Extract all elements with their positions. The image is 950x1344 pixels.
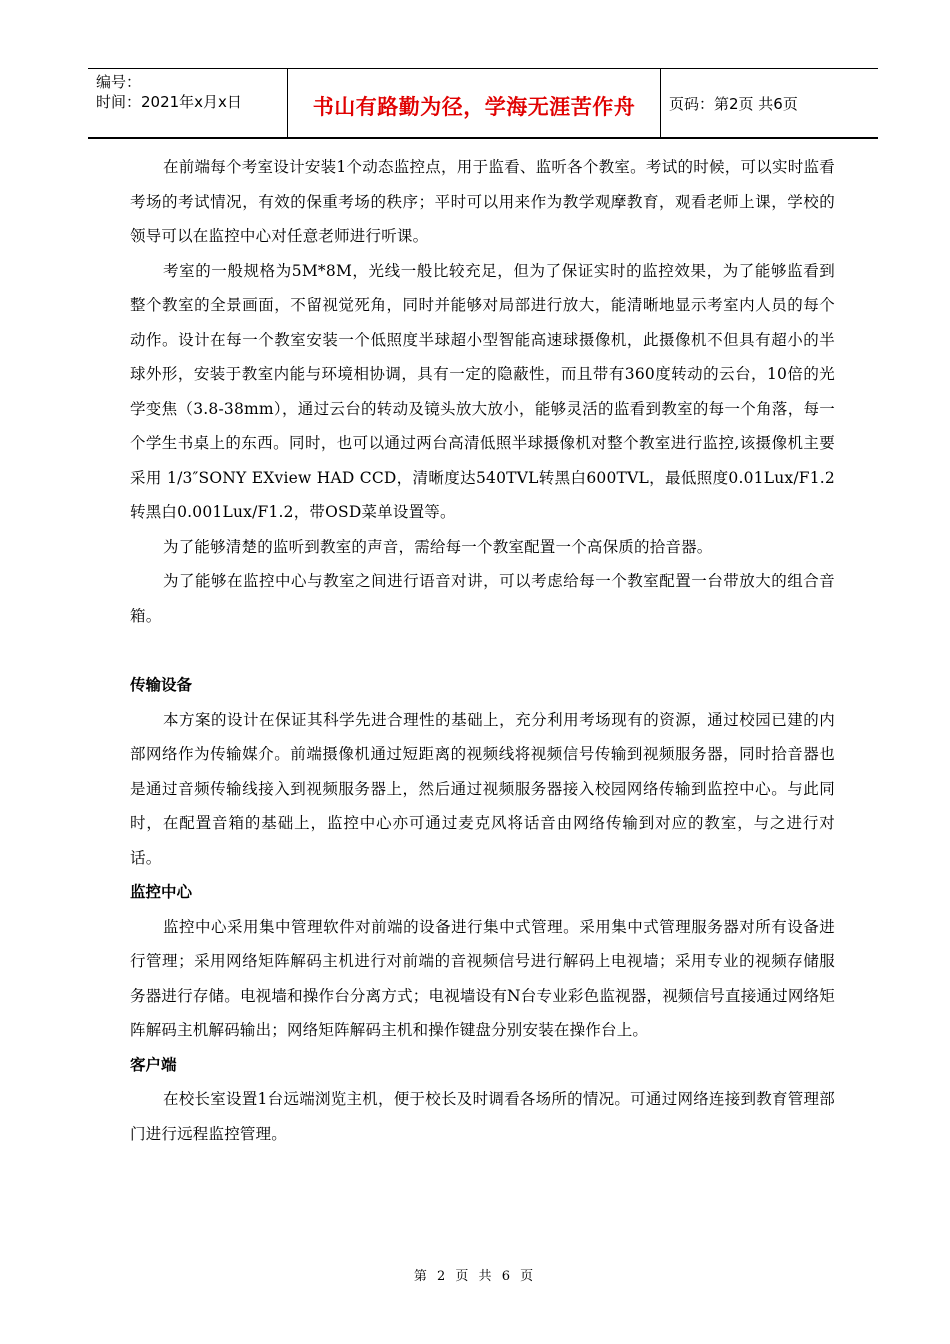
- motto-text: 书山有路勤为径，学海无涯苦作舟: [312, 95, 636, 119]
- header-meta-cell: [88, 69, 288, 137]
- heading-monitor-center: 监控中心: [130, 883, 193, 901]
- page-footer: 第 2 页 共 6 页: [413, 1269, 537, 1284]
- paragraph-transmission: 本方案的设计在保证其科学先进合理性的基础上，充分利用考场现有的资源，通过校园已建的内部网络作为传输媒介。前端摄像机通过短距离的视频线将视频信号传输到视频服务器，同时拾音器也是通过音频传输线接入到视频服务器上，然后通过视频服务器接入校园网络传输到监控中心。与此同时，在配置音箱的基础上，监控中心亦可通过麦克风将话音由网络传输到对应的教室，与之进行对话。: [130, 710, 835, 867]
- time-label: 时间：2021年x月x日: [96, 93, 242, 111]
- paragraph-monitor-points: 在前端每个考室设计安装1个动态监控点，用于监看、监听各个教室。考试的时候，可以实时监看考场的考试情况，有效的保重考场的秩序；平时可以用来作为教学观摩教育，观看老师上课，学校的领导可以在监控中心对任意老师进行听课。: [130, 158, 835, 245]
- paragraph-client: 在校长室设置1台远端浏览主机，便于校长及时调看各场所的情况。可通过网络连接到教育管理部门进行远程监控管理。: [130, 1090, 835, 1143]
- header-page-cell: [661, 69, 878, 137]
- page-header: [88, 68, 878, 139]
- page-number-label: 页码：第2页 共6页: [669, 95, 798, 113]
- number-label: 编号：: [96, 73, 142, 91]
- section-gap: [130, 633, 835, 668]
- header-motto-cell: [288, 69, 661, 137]
- heading-transmission: 传输设备: [130, 676, 193, 694]
- paragraph-pickup: 为了能够清楚的监听到教室的声音，需给每一个教室配置一个高保质的拾音器。: [163, 537, 713, 556]
- heading-client: 客户端: [130, 1055, 177, 1074]
- document-body: [130, 150, 835, 1151]
- paragraph-speaker: 为了能够在监控中心与教室之间进行语音对讲，可以考虑给每一个教室配置一台带放大的组合音箱。: [130, 572, 835, 625]
- paragraph-camera-spec: 考室的一般规格为5M*8M，光线一般比较充足，但为了保证实时的监控效果，为了能够监看到整个教室的全景画面，不留视觉死角，同时并能够对局部进行放大，能清晰地显示考室内人员的每个动作。设计在每一个教室安装一个低照度半球超小型智能高速球摄像机，此摄像机不但具有超小的半球外形，安装于教室内能与环境相协调，具有一定的隐蔽性，而且带有360度转动的云台，10倍的光学变焦（3.8-38mm），通过云台的转动及镜头放大放小，能够灵活的监看到教室的每一个角落，每一个学生书桌上的东西。同时，也可以通过两台高清低照半球摄像机对整个教室进行监控,该摄像机主要采用 1/3″SONY EXview HAD CCD，清晰度达540TVL转黑白600TVL，最低照度0.01Lux/F1.2转黑白0.001Lux/F1.2，带OSD菜单设置等。: [130, 261, 835, 521]
- paragraph-monitor-center: 监控中心采用集中管理软件对前端的设备进行集中式管理。采用集中式管理服务器对所有设备进行管理；采用网络矩阵解码主机进行对前端的音视频信号进行解码上电视墙；采用专业的视频存储服务器进行存储。电视墙和操作台分离方式；电视墙设有N台专业彩色监视器，视频信号直接通过网络矩阵解码主机解码输出；网络矩阵解码主机和操作键盘分别安装在操作台上。: [130, 917, 835, 1039]
